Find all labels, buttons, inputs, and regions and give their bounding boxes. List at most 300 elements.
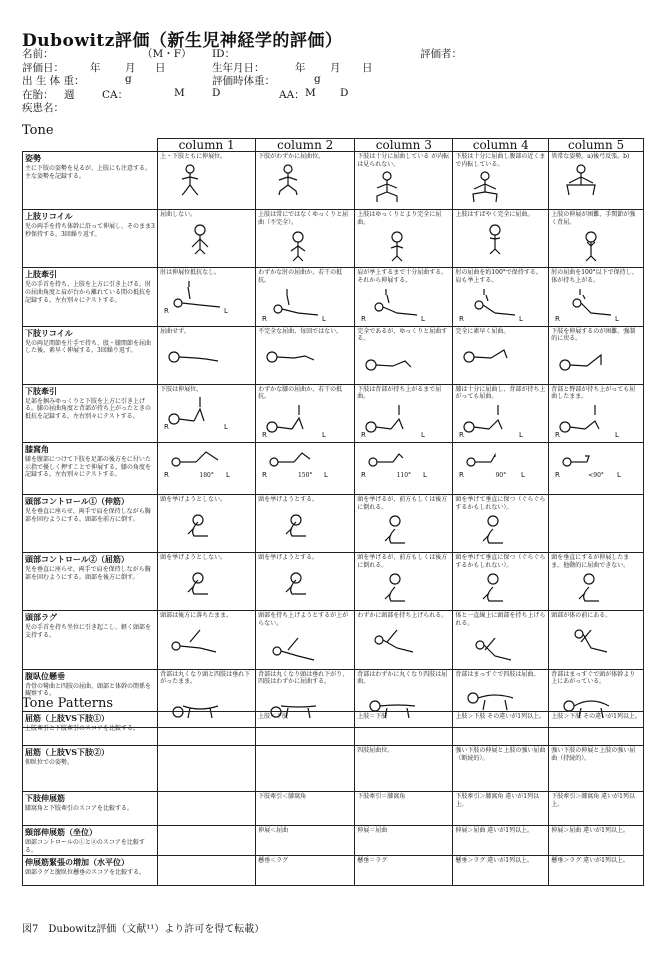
score-cell[interactable]	[453, 384, 549, 442]
cell-text: 下肢は背部が持ち上がるまで屈曲。	[357, 385, 442, 401]
posture-sketch	[551, 345, 631, 379]
cell-text: 下肢牽引＝膝窩角	[357, 793, 406, 800]
right-label: R	[262, 314, 268, 323]
cell-figure	[357, 403, 450, 441]
score-cell[interactable]	[453, 792, 549, 826]
score-cell[interactable]	[256, 384, 355, 442]
score-cell[interactable]	[158, 384, 256, 442]
cell-text: 完全であるが、ゆっくりと屈曲する。	[357, 327, 448, 343]
cell-figure	[160, 564, 253, 602]
tone-row	[23, 268, 644, 326]
score-cell[interactable]	[355, 746, 453, 792]
row-description: 児を垂直に座らせ、両手で肩を保持しながら胸部を固むようにする。頭部を前方に倒す。	[25, 507, 151, 523]
cell-figure	[455, 221, 546, 259]
cell-text: 下肢は十分に屈曲し腹部の近くまで内転している。	[455, 153, 546, 168]
cell-figure	[455, 571, 546, 609]
score-cell[interactable]	[158, 152, 256, 210]
tone-row	[23, 384, 644, 442]
angle-value: 150°	[297, 471, 313, 479]
angle-value: 180°	[199, 471, 214, 479]
row-title: 下肢リコイル	[25, 327, 73, 338]
score-cell[interactable]	[256, 442, 355, 494]
score-cell[interactable]	[355, 442, 453, 494]
right-label: R	[459, 314, 465, 323]
cell-figure	[455, 170, 546, 208]
row-title: 下肢伸展筋	[25, 793, 65, 803]
cell-text: 下肢牽引＜膝窩角	[258, 793, 307, 800]
score-cell[interactable]	[549, 210, 644, 268]
cell-text: 屈曲せず。	[160, 327, 190, 335]
cell-figure	[357, 622, 450, 660]
cell-text: 上肢＝下肢	[357, 713, 388, 720]
left-label: L	[521, 470, 526, 479]
cell-text: わずかに頭部を持ち上げられる。	[357, 612, 448, 620]
cell-text: わずかな膝の屈曲か、若干の抵抗。	[258, 385, 343, 401]
tone-row	[23, 553, 644, 611]
left-label: L	[615, 314, 620, 323]
left-label: L	[519, 430, 524, 439]
score-cell[interactable]	[158, 826, 256, 856]
cell-figure	[357, 571, 450, 609]
cell-text: 伸展＜屈曲	[258, 827, 289, 834]
column-header: column 5	[549, 139, 644, 152]
score-cell[interactable]	[158, 442, 256, 494]
score-cell[interactable]	[256, 712, 355, 746]
row-description: 足部を掴みゆっくりと下肢を上方に引き上げる。膝の屈曲角度と背部が持ち上がったときの抵抗を記録する。左右別々にテストする。	[25, 397, 152, 420]
cell-figure	[357, 513, 450, 551]
row-title: 伸展筋緊張の増加（水平位）	[25, 857, 129, 868]
cell-text: 上肢＜下肢	[258, 713, 289, 720]
posture-sketch	[455, 337, 535, 371]
eval-weight-label: 評価時体重：	[212, 75, 275, 88]
cell-text: 屈曲しない。	[160, 211, 197, 219]
row-description: 上肢牽引と下肢牽引のスコアを比較する。	[25, 725, 140, 732]
tone-patterns-heading: Tone Patterns	[22, 696, 113, 711]
row-description: 児を垂直に座らせ、両手で肩を保持しながら胸部を固むようにする。頭部を後方に倒す。	[25, 566, 151, 581]
score-cell[interactable]	[158, 210, 256, 268]
row-description: 背骨の彎曲と四肢の屈曲、頭部と体幹の関係を観察する。	[25, 682, 152, 698]
eval-date-label: 評価日：	[22, 61, 64, 74]
tone-table	[22, 138, 644, 728]
score-cell[interactable]	[256, 746, 355, 792]
name-label: 名前：	[22, 48, 54, 60]
cell-figure	[455, 287, 546, 325]
cell-figure	[258, 228, 352, 266]
cell-text: 背部はまっすぐで四肢は屈曲。	[455, 670, 540, 678]
row-title: 頭部コントロール②（屈筋）	[25, 554, 129, 565]
cell-text: 頭を挙げて垂直に保つ（ぐらぐらするかもしれない）。	[455, 495, 546, 511]
score-cell[interactable]	[549, 326, 644, 384]
cell-text: 下肢牽引＞膝窩角 違いが1列以上。	[551, 793, 635, 808]
score-cell[interactable]	[453, 746, 549, 792]
left-label: L	[224, 423, 228, 432]
score-cell[interactable]	[549, 553, 644, 611]
cell-figure	[258, 630, 352, 668]
cell-text: 懸垂＝ラグ	[357, 857, 388, 865]
cell-figure	[551, 571, 641, 609]
right-label: R	[555, 470, 561, 479]
posture-sketch	[160, 395, 240, 432]
cell-figure	[160, 395, 253, 433]
row-title: 屈筋（上肢VS下肢①）	[25, 713, 109, 723]
score-cell[interactable]	[256, 611, 355, 669]
tone-row	[23, 326, 644, 384]
row-description: 児の手首を持ち坐位に引き起こし、軽く頭部を支持する。	[25, 624, 152, 639]
left-label: L	[324, 470, 329, 479]
row-description: 膝窩角と下肢牽引のスコアを比較する。	[25, 805, 134, 812]
posture-sketch	[551, 571, 631, 605]
score-cell[interactable]	[158, 712, 256, 746]
row-title: 屈筋（上肢VS下肢②）	[25, 747, 109, 757]
right-label: R	[555, 314, 561, 323]
row-label	[23, 553, 158, 611]
row-description: 仰臥位での姿勢。	[25, 759, 74, 766]
right-label: R	[164, 306, 169, 315]
score-cell[interactable]	[158, 856, 256, 886]
score-cell[interactable]	[256, 326, 355, 384]
row-title: 下肢牽引	[25, 385, 57, 396]
angle-value: 110°	[396, 471, 412, 479]
cell-text: 上肢はゆっくりとより完全に屈曲。	[357, 211, 442, 226]
score-cell[interactable]	[355, 553, 453, 611]
row-description: 児の手首を持ち、上肢を上方に引き上げる。肘の屈曲角度と肩が台から離れている間の抵抗を記録する。左右別々にテストする。	[25, 281, 152, 304]
cell-text: 頭を挙げようとする。	[258, 554, 319, 562]
cell-text: 上肢＞下肢 その違いが1列以上。	[455, 713, 546, 720]
row-description: 頭部コントロールの①と②のスコアを比較する。	[25, 839, 145, 854]
score-cell[interactable]	[549, 712, 644, 746]
row-label	[23, 326, 158, 384]
left-label: L	[617, 470, 622, 479]
posture-sketch	[160, 163, 240, 197]
posture-sketch	[258, 564, 338, 598]
posture-sketch	[258, 228, 338, 262]
score-cell[interactable]	[549, 611, 644, 669]
posture-sketch	[551, 163, 631, 197]
cell-figure	[160, 163, 253, 201]
score-cell[interactable]	[158, 494, 256, 552]
tone-row	[23, 494, 644, 552]
posture-sketch	[455, 680, 535, 714]
posture-sketch	[160, 279, 240, 313]
cell-text: 頭を挙げようとしない。	[160, 554, 227, 562]
cell-figure	[357, 345, 450, 383]
cell-text: 不完全な屈曲、毎回ではない。	[258, 327, 343, 335]
row-description: 児の両手を持ち体幹に沿って伸展し、そのまま3秒保持する。3回繰り返す。	[25, 223, 155, 238]
posture-sketch	[455, 571, 535, 605]
score-cell[interactable]	[355, 152, 453, 210]
row-description: 主に下肢の姿勢を見るが、上肢にも注意する。主な姿勢を記録する。	[25, 165, 152, 180]
posture-sketch	[160, 564, 240, 598]
row-label	[23, 611, 158, 669]
tone-row	[23, 152, 644, 210]
row-label	[23, 384, 158, 442]
right-label: R	[361, 430, 367, 439]
score-cell[interactable]	[355, 611, 453, 669]
score-cell[interactable]	[549, 152, 644, 210]
posture-sketch	[455, 513, 535, 547]
row-title: 頭部ラグ	[25, 612, 57, 623]
left-label: L	[615, 430, 620, 439]
tone-patterns-table	[22, 711, 644, 886]
posture-sketch	[551, 287, 631, 321]
cell-figure	[160, 221, 253, 259]
left-label: L	[423, 470, 428, 479]
score-cell[interactable]	[355, 792, 453, 826]
posture-sketch	[357, 287, 437, 321]
score-cell[interactable]	[256, 268, 355, 326]
score-cell[interactable]	[256, 210, 355, 268]
cell-figure	[258, 163, 352, 201]
score-cell[interactable]	[549, 442, 644, 494]
score-cell[interactable]	[158, 553, 256, 611]
score-cell[interactable]	[256, 152, 355, 210]
cell-figure	[160, 337, 253, 375]
row-label	[23, 442, 158, 494]
score-cell[interactable]	[355, 210, 453, 268]
right-label: R	[361, 314, 367, 323]
posture-sketch	[160, 622, 240, 656]
cell-figure	[357, 287, 450, 325]
row-title: 頸部伸展筋（坐位）	[25, 827, 97, 837]
cell-text: 懸垂＞ラグ 違いが1列以上。	[455, 857, 534, 865]
cell-text: わずかな肘の屈曲か、若干の抵抗。	[258, 269, 343, 284]
id-label: ID：	[212, 48, 236, 60]
right-label: R	[555, 430, 561, 439]
row-description: 膝を腹部につけて下肢を足部の後方をに付いた示指で優しく押すことで伸展する。膝の角度を記録する。左右別々にテストする。	[25, 455, 152, 479]
posture-sketch	[455, 403, 535, 437]
score-cell[interactable]	[453, 326, 549, 384]
cell-figure	[258, 564, 352, 602]
column-header: column 4	[453, 139, 549, 152]
cell-figure	[551, 622, 641, 660]
score-cell[interactable]	[453, 856, 549, 886]
score-cell[interactable]	[453, 210, 549, 268]
cell-text: 背部はわずかに丸くなり四肢は屈曲。	[357, 670, 448, 686]
cell-text: 背部はまっすぐで頭が体幹より上にあがっている。	[551, 670, 636, 686]
column-header: column 2	[256, 139, 355, 152]
cell-text: 頭部を持ち上げようとするが上がらない。	[258, 612, 349, 627]
posture-sketch	[551, 403, 631, 437]
score-cell[interactable]	[158, 326, 256, 384]
posture-sketch	[551, 622, 631, 656]
row-label	[23, 792, 158, 826]
score-cell[interactable]	[549, 384, 644, 442]
cell-text: 伸展＞屈曲 違いが1列以上。	[455, 827, 534, 834]
score-cell[interactable]	[549, 494, 644, 552]
cell-text: 頭を挙げるが、前方もしくは後方に倒れる。	[357, 554, 448, 569]
birth-weight-label: 出 生 体 重：	[22, 75, 85, 88]
posture-sketch	[258, 630, 338, 664]
pattern-row	[23, 792, 644, 826]
cell-figure	[258, 506, 352, 544]
patient-info: 名前： （M・F） ID： 評価者： 評価日： 年 月 日 生年月日： 年 月 日 出 生 体 重： g 評価時体重： g 在胎： 週 CA： M D AA： M D 疾患名：	[22, 48, 462, 115]
cell-text: 下肢がわずかに屈曲位。	[258, 153, 325, 160]
disease-label: 疾患名：	[22, 102, 64, 115]
cell-text: 肩が挙上するまで十分屈曲する。それから伸展する。	[357, 269, 448, 284]
cell-text: 頭を挙げようとする。	[258, 495, 319, 503]
score-cell[interactable]	[158, 268, 256, 326]
angle-value: <90°	[588, 471, 604, 479]
score-cell[interactable]	[453, 826, 549, 856]
posture-sketch	[258, 163, 338, 197]
posture-sketch	[357, 403, 437, 437]
score-cell[interactable]	[549, 746, 644, 792]
score-cell[interactable]	[355, 712, 453, 746]
tone-heading: Tone	[22, 123, 54, 138]
cell-text: 頭部が体の前にある。	[551, 612, 612, 620]
score-cell[interactable]	[549, 826, 644, 856]
cell-text: 肘の屈曲を100°以下で保持し、体が持ち上がる。	[551, 269, 638, 284]
row-title: 頭部コントロール①（伸筋）	[25, 495, 129, 506]
right-label: R	[361, 470, 367, 479]
score-cell[interactable]	[355, 326, 453, 384]
score-cell[interactable]	[355, 268, 453, 326]
left-label: L	[421, 314, 426, 323]
row-title: 姿勢	[25, 153, 41, 163]
right-label: R	[262, 430, 268, 439]
row-label	[23, 210, 158, 268]
cell-text: 頭を垂直にするが伸展したまま。他動的に屈曲できない。	[551, 554, 630, 569]
score-cell[interactable]	[355, 856, 453, 886]
cell-figure	[455, 337, 546, 375]
column-header: column 3	[355, 139, 453, 152]
score-cell[interactable]	[453, 712, 549, 746]
right-label: R	[459, 470, 465, 479]
left-label: L	[322, 430, 327, 439]
posture-sketch	[455, 287, 535, 321]
cell-figure	[455, 403, 546, 441]
right-label: R	[164, 423, 169, 432]
page-title: Dubowitz評価（新生児神経学的評価）	[22, 31, 343, 51]
gestation-label: 在胎：	[22, 88, 54, 101]
row-title: 膝窩角	[25, 443, 49, 454]
score-cell[interactable]	[549, 268, 644, 326]
cell-figure	[551, 228, 641, 266]
evaluator-label: 評価者：	[420, 48, 462, 60]
birth-date-label: 生年月日：	[212, 61, 265, 74]
cell-text: 強い下肢の伸展と上肢の強い屈曲（断続的）。	[455, 747, 546, 762]
pattern-row	[23, 712, 644, 746]
score-cell[interactable]	[256, 553, 355, 611]
score-cell[interactable]	[355, 494, 453, 552]
score-cell[interactable]	[453, 268, 549, 326]
cell-figure	[258, 403, 352, 441]
cell-figure	[455, 513, 546, 551]
cell-text: 背部と臀部が持ち上がっても屈曲したまま。	[551, 385, 636, 401]
cell-figure	[455, 630, 546, 668]
cell-text: 下肢を伸展するのが困難。強制的に戻る。	[551, 327, 636, 343]
score-cell[interactable]	[256, 826, 355, 856]
row-description: 頭部ラグと腹臥位懸垂のスコアを比較する。	[25, 869, 146, 877]
score-cell[interactable]	[158, 792, 256, 826]
cell-text: 下肢牽引＞膝窩角 違いが1列以上。	[455, 793, 540, 808]
score-cell[interactable]	[453, 611, 549, 669]
posture-sketch	[357, 513, 437, 547]
cell-text: 上肢＞下肢 その違いが1列以上。	[551, 713, 641, 720]
left-label: L	[226, 470, 230, 479]
score-cell[interactable]	[453, 152, 549, 210]
score-cell[interactable]	[453, 494, 549, 552]
row-title: 腹臥位懸垂	[25, 670, 65, 681]
row-title: 上肢牽引	[25, 269, 57, 280]
posture-sketch	[357, 571, 437, 605]
corner-cell	[23, 139, 158, 152]
right-label: R	[262, 470, 268, 479]
score-cell[interactable]	[453, 553, 549, 611]
right-label: R	[459, 430, 465, 439]
tone-row	[23, 210, 644, 268]
row-label	[23, 826, 158, 856]
score-cell[interactable]	[355, 384, 453, 442]
cell-text: 懸垂＜ラグ	[258, 857, 289, 865]
cell-text: 体と一直線上に頭部を持ち上げられる。	[455, 612, 546, 627]
cell-text: 頭を挙げようとしない。	[160, 495, 227, 503]
cell-text: 完全に素早く屈曲。	[455, 327, 510, 335]
score-cell[interactable]	[256, 792, 355, 826]
score-cell[interactable]	[549, 856, 644, 886]
tone-row	[23, 442, 644, 494]
column-header: column 1	[158, 139, 256, 152]
score-cell[interactable]	[355, 826, 453, 856]
tone-row	[23, 611, 644, 669]
row-description: 児の両足関節を片手で持ち、股・膝関節を屈曲した後、素早く伸展する。3回繰り返す。	[25, 339, 152, 355]
cell-figure	[258, 337, 352, 375]
score-cell[interactable]	[256, 494, 355, 552]
row-label	[23, 152, 158, 210]
row-label	[23, 494, 158, 552]
cell-text: 下肢は伸展位。	[160, 385, 203, 393]
cell-figure	[551, 403, 641, 441]
posture-sketch	[357, 622, 437, 656]
score-cell[interactable]	[549, 792, 644, 826]
ca-label: CA：	[102, 88, 129, 101]
posture-sketch	[455, 221, 535, 255]
right-label: R	[164, 470, 169, 479]
sex-label: （M・F）	[142, 48, 192, 60]
score-cell[interactable]	[158, 746, 256, 792]
left-label: L	[322, 314, 327, 323]
cell-text: 伸展＝屈曲	[357, 827, 388, 834]
cell-figure	[160, 279, 253, 317]
score-cell[interactable]	[158, 611, 256, 669]
angle-value: 90°	[495, 471, 507, 479]
posture-sketch	[455, 170, 535, 204]
score-cell[interactable]	[256, 856, 355, 886]
posture-sketch	[258, 337, 338, 371]
cell-text: 頭を挙げるが、前方もしくは後方に倒れる。	[357, 495, 448, 511]
cell-figure	[160, 622, 253, 660]
cell-text: 頭を挙げて垂直に保つ（ぐらぐらするかもしれない）。	[455, 554, 546, 569]
cell-text: 懸垂＞ラグ 違いが1列以上。	[551, 857, 629, 865]
cell-text: 上肢は常にではなくゆっくりと屈曲（不完全）。	[258, 211, 349, 226]
cell-text: 頭部は後方に落ちたまま。	[160, 612, 233, 620]
cell-figure	[160, 506, 253, 544]
cell-text: 肘は伸展位抵抗なし。	[160, 269, 221, 277]
posture-sketch	[258, 287, 338, 321]
aa-label: AA：	[279, 88, 305, 101]
row-label	[23, 746, 158, 792]
posture-sketch	[357, 345, 437, 379]
score-cell[interactable]	[453, 442, 549, 494]
posture-sketch	[160, 506, 240, 540]
posture-sketch	[258, 403, 338, 437]
pattern-row	[23, 746, 644, 792]
cell-text: 強い下肢の伸展と上肢の強い屈曲（持続的）。	[551, 747, 636, 762]
cell-text: 膝は十分に屈曲し、背部が持ち上がっても屈曲。	[455, 385, 546, 401]
posture-sketch	[357, 170, 437, 204]
posture-sketch	[357, 228, 437, 262]
cell-text: 上肢の伸展が困難、手関節が強く背屈。	[551, 211, 636, 226]
